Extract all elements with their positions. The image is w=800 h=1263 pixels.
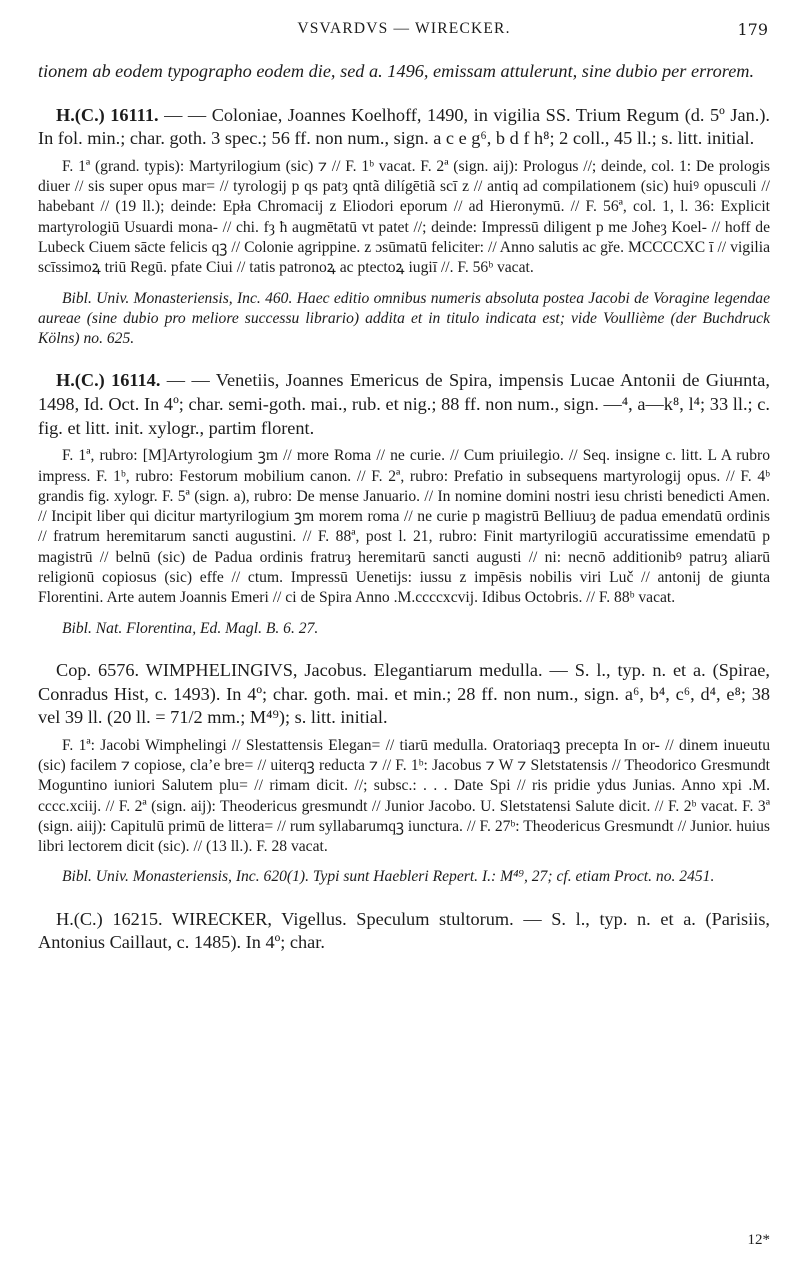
entry-heading [38, 104, 770, 151]
entry-heading [38, 369, 770, 440]
entry-collation: F. 1ª: Jacobi Wimphelingi // Slestattensis Elegan= // tiarū medulla. Oratoriaqꝫ precepta In or- // dinem inueutu (sic) facilem ⁊ copiose, cla’e bre= // uiterqꝫ reducta ⁊ // F. 1ᵇ: Jacobus ⁊ W ⁊ Sletstatensis // Theodorico Gresmundt Moguntino iuniori Salutem plu= // rimam dicit. //; subsc.: . . . Date Spi // ris pridie ydus Junias. Anno xpi .M. cccc.xciij. // F. 2ª (sign. aij): Theodericus gresmundt // Junior Jacobo. U. Sletstatensi Salute dicit. // F. 2ᵇ vacat. F. 3ª (sign. aiij): Capitulū primū de littera= // rum syllabarumqꝫ iunctura. // F. 27ᵇ: Theodericus Gresmundt // Junior. huius libri lectorem dicit (sic). // (13 ll.). F. 28 vacat. [38, 736, 770, 856]
entry-number: H.(C.) 16114. [56, 370, 161, 391]
entry-collation: F. 1ª, rubro: [M]Artyrologium ꝫm // more Roma // ne curie. // Cum priuilegio. // Seq. insigne c. litt. L A rubro impress. F. 1ᵇ, rubro: Festorum mobilium canon. // F. 2ª, rubro: Prefatio in subsequens martyrologij opus. // F. 4ᵇ grandis fig. xylogr. F. 5ª (sign. a), rubro: De mense Januario. // In nomine domini nostri iesu christi benedicti Amen. // Incipit liber qui dicitur martyrilogium ꝫm morem roma // ne curie p magistrū Belliuuȝ de padua emendatū ordinis // fratrum heremitarum sancti augustini. // F. 88ª, post l. 21, rubro: Finit martyrilogiū accuratissime emendatū p magistrū // belnū (sic) de Padua ordinis fratruȝ heremitarū sancti augusti // ni: necnō additionibꝰ patruȝ aliarū religionū copiosus (sic) effe // ctum. Impressū Uenetijs: iussu z impēsis nobilis viri Luč // antonij de giunta Florentini. Arte autem Joannis Emeri // ci de Spira Anno .M.ccccxcvij. Idibus Octobris. // F. 88ᵇ vacat. [38, 447, 770, 607]
entry-description: — — Coloniae, Joannes Koelhoff, 1490, in vigilia SS. Trium Regum (d. 5º Jan.). In fol. min.; char. goth. 3 spec.; 56 ff. non num., sign. a c e g⁶, b d f h⁸; 2 coll., 45 ll.; s. litt. initial. [38, 104, 770, 149]
entry-number: H.(C.) 16215. [56, 908, 163, 929]
entry [38, 659, 770, 888]
entry-description: WIRECKER, Vigellus. Speculum stultorum. — S. l., typ. n. et a. (Parisiis, Antonius Caillaut, c. 1485). In 4º; char. [38, 908, 770, 953]
entry-collation: F. 1ª (grand. typis): Martyrilogium (sic) ⁊ // F. 1ᵇ vacat. F. 2ª (sign. aij): Prologus //; deinde, col. 1: De prologis diuer // sis super opus mar= // tyrologij p qs patȝ qntã dilígētiã scī z // antiq ad compilationem (sic) huiꝰ opusculi // habebant // (19 ll.); deinde: Epła Chromacij z Eliodori eporum // ad Hieronymū. // F. 56ª, col. 1, l. 36: Explicit martyrologiū Usuardi mona- // chi. fȝ ħ augmētatū vt patet //; deinde: Impressū diligent p me Joħeȝ Koel- // hoff de Lubeck Ciuem sācte felicis qꝫ // Colonie agrippine. z ɔsūmatū feliciter: // Anno salutis ac gře. MCCCCXC ī // vigilia scīssimoꝝ triū Regū. pfate Ciui // tatis patronoꝝ ac ptectoꝝ iugiī //. F. 56ᵇ vacat. [38, 157, 770, 277]
entry [38, 908, 770, 955]
running-head [38, 20, 770, 46]
running-title: VSVARDVS — WIRECKER. [297, 20, 511, 37]
entry-bibliography: Bibl. Univ. Monasteriensis, Inc. 460. Haec editio omnibus numeris absoluta postea Jacobi de Voragine legendae aureae (sine dubio pro meliore successu librario) addita et in titulo indicata est; vide Voullième (der Buchdruck Kölns) no. 625. [38, 289, 770, 348]
entry-heading [38, 659, 770, 730]
entry-number: H.(C.) 16111. [56, 104, 159, 125]
entry-description: WIMPHELINGIVS, Jacobus. Elegantiarum medulla. — S. l., typ. n. et a. (Spirae, Conradus Hist, c. 1493). In 4º; char. goth. mai. et min.; 28 ff. non num., sign. a⁶, b⁴, c⁶, d⁴, e⁸; 38 vel 39 ll. (20 ll. = 71/2 mm.; M⁴⁹); s. litt. initial. [38, 659, 770, 728]
entry-heading [38, 908, 770, 955]
entry-description: — — Venetiis, Joannes Emericus de Spira, impensis Lucae Antonii de Giuнnta, 1498, Id. Oct. In 4º; char. semi-goth. mai., rub. et nig.; 88 ff. non num., sign. —⁴, a—k⁸, l⁴; 33 ll.; c. fig. et litt. init. xylogr., partim florent. [38, 370, 770, 438]
entry-bibliography: Bibl. Nat. Florentina, Ed. Magl. B. 6. 27. [62, 619, 319, 637]
continuation-text: tionem ab eodem typographo eodem die, sed a. 1496, emissam attulerunt, sine dubio per errorem. [38, 61, 755, 81]
page-number: 179 [737, 20, 768, 39]
entry-number: Cop. 6576. [56, 659, 140, 680]
page-body [38, 60, 770, 975]
entry [38, 369, 770, 638]
entry-bibliography: Bibl. Univ. Monasteriensis, Inc. 620(1). Typi sunt Haebleri Repert. I.: M⁴⁹, 27; cf. etiam Proct. no. 2451. [62, 868, 715, 886]
entry [38, 104, 770, 350]
signature-mark: 12* [747, 1232, 770, 1248]
